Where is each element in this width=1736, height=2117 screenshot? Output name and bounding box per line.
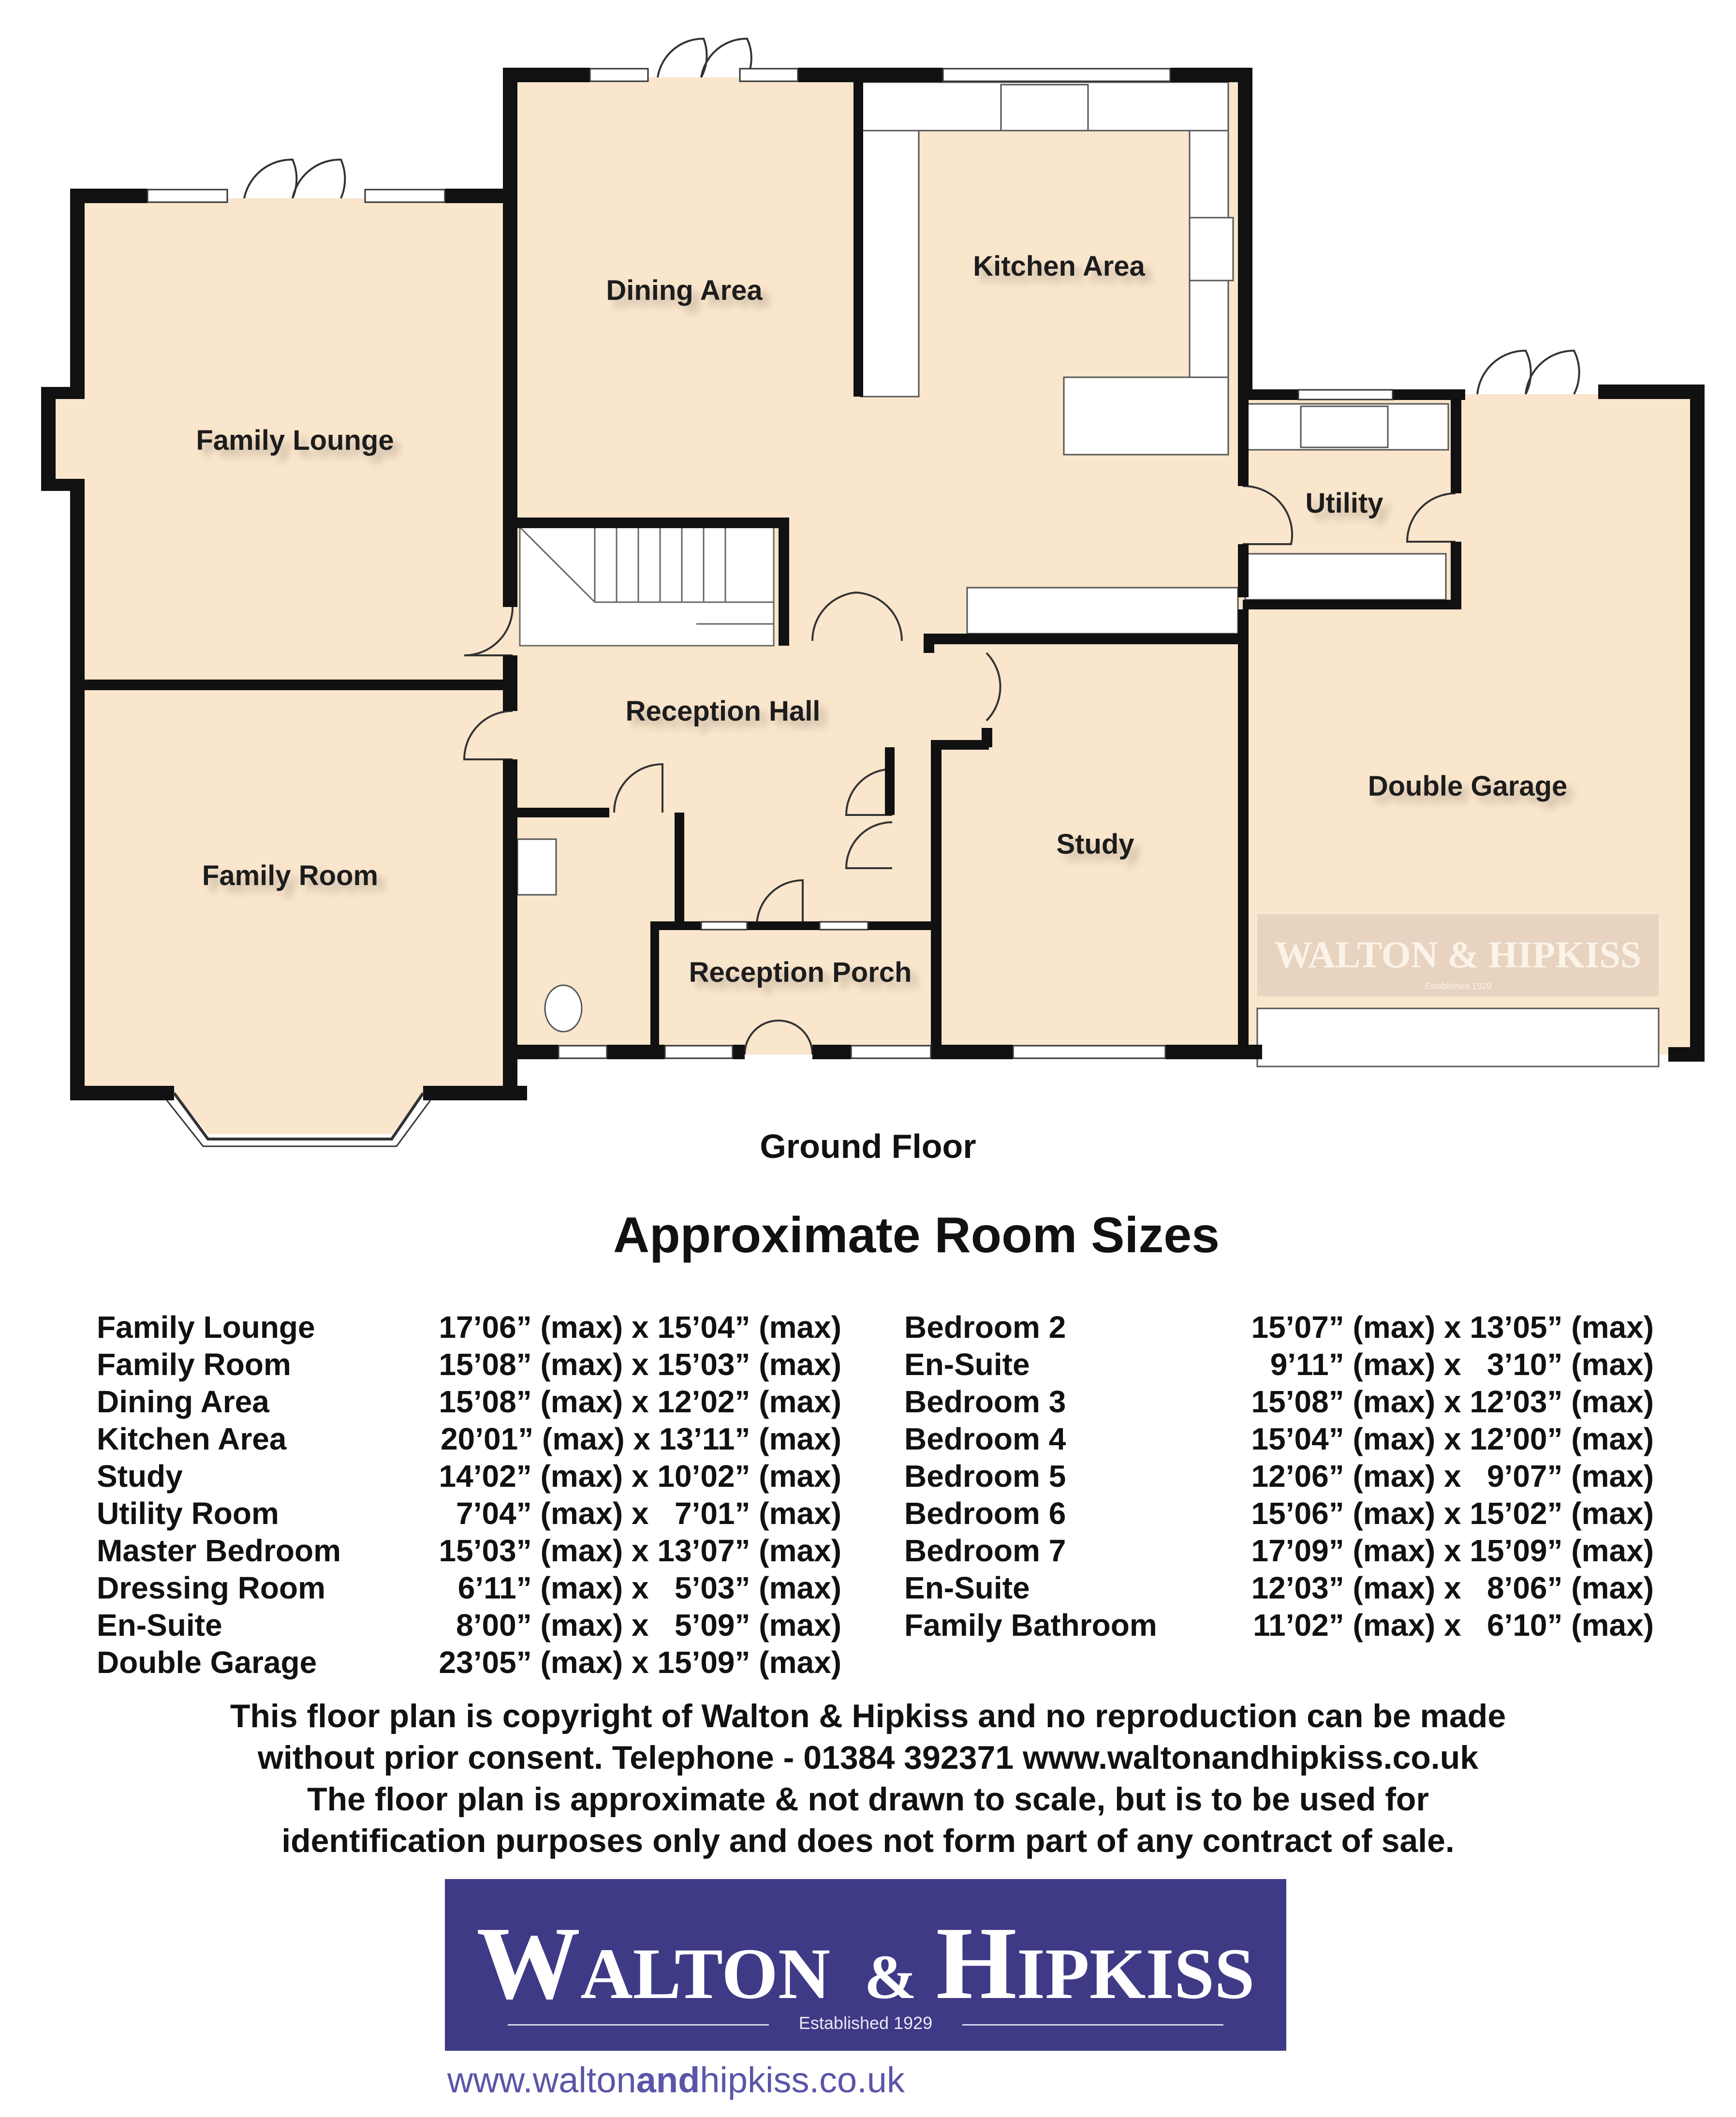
room-sizes-left-column — [97, 1308, 841, 1681]
size-dimensions: 15’06” (max) x 15’02” (max) — [1251, 1495, 1654, 1531]
size-room: Bedroom 4 — [904, 1421, 1066, 1456]
wall-lounge-room-divider — [80, 680, 513, 690]
wall-porch-right — [931, 921, 941, 1057]
wall-front-wc — [607, 1045, 665, 1059]
website-prefix: www.walton — [447, 2060, 636, 2100]
copyright-line: identification purposes only and does not form part of any contract of sale. — [281, 1822, 1455, 1859]
window-dining-left — [590, 69, 648, 81]
watermark-subtitle: Established 1929 — [1424, 981, 1492, 991]
wall-hall-right-stub — [924, 634, 934, 653]
wall-central-top-mid — [798, 68, 943, 82]
room-sizes-title: Approximate Room Sizes — [613, 1207, 1220, 1263]
window-lounge-right — [365, 190, 445, 202]
size-dimensions: 6’11” (max) x 5’03” (max) — [457, 1570, 841, 1605]
window-porch-inner-left — [701, 922, 747, 930]
wall-porch-top-mid — [747, 921, 820, 930]
hob — [1190, 218, 1233, 281]
size-room: Dining Area — [97, 1384, 269, 1419]
size-dimensions: 15’08” (max) x 15’03” (max) — [439, 1347, 841, 1382]
label-dining-area: Dining Area — [606, 275, 763, 306]
size-room: En-Suite — [904, 1570, 1030, 1605]
window-porch-inner-right — [820, 922, 868, 930]
size-room: Study — [97, 1458, 183, 1494]
watermark — [1257, 914, 1659, 996]
size-row — [97, 1383, 841, 1420]
size-room: Kitchen Area — [97, 1421, 287, 1456]
size-dimensions: 15’04” (max) x 12’00” (max) — [1251, 1421, 1654, 1456]
label-family-room: Family Room — [202, 860, 379, 891]
size-dimensions: 17’06” (max) x 15’04” (max) — [439, 1309, 841, 1345]
size-dimensions: 15’08” (max) x 12’03” (max) — [1251, 1384, 1654, 1419]
label-family-lounge: Family Lounge — [196, 425, 394, 456]
size-room: Master Bedroom — [97, 1533, 341, 1568]
size-room: Bedroom 3 — [904, 1384, 1066, 1419]
size-row — [97, 1643, 841, 1681]
window-kitchen — [943, 69, 1170, 81]
size-room: Dressing Room — [97, 1570, 325, 1605]
size-room: Family Room — [97, 1347, 291, 1382]
size-room: Double Garage — [97, 1644, 317, 1680]
brand-ampersand: & — [864, 1942, 917, 2012]
wall-utility-left-lower — [1238, 544, 1249, 597]
size-row — [97, 1606, 841, 1643]
wc-toilet — [545, 985, 582, 1032]
wall-wc-top — [513, 808, 609, 817]
wall-central-left-upper — [503, 68, 517, 607]
window-study — [1013, 1046, 1165, 1058]
size-row — [97, 1532, 841, 1569]
wall-garage-right — [1690, 385, 1705, 1059]
wall-front-porch-mid — [733, 1045, 745, 1059]
floor-caption: Ground Floor — [760, 1127, 976, 1165]
label-kitchen-area: Kitchen Area — [973, 251, 1145, 282]
size-dimensions: 12’06” (max) x 9’07” (max) — [1251, 1458, 1654, 1494]
size-room: Bedroom 2 — [904, 1309, 1066, 1345]
size-row — [97, 1569, 841, 1606]
wall-utility-right — [1451, 389, 1461, 493]
size-row — [97, 1346, 841, 1383]
copyright-line: without prior consent. Telephone - 01384 392371 www.waltonandhipkiss.co.uk — [257, 1739, 1479, 1776]
size-room: En-Suite — [97, 1607, 222, 1643]
label-study: Study — [1056, 829, 1134, 860]
wall-stair-top — [517, 518, 788, 528]
window-wc — [559, 1046, 607, 1058]
size-dimensions: 15’07” (max) x 13’05” (max) — [1251, 1309, 1654, 1345]
wall-utility-left — [1238, 399, 1249, 486]
wall-garage-top-right — [1598, 385, 1705, 399]
brand-h-initial: H — [936, 1905, 1017, 2021]
wall-study-top-left — [933, 740, 989, 750]
kitchen-sink — [1001, 85, 1088, 131]
copyright-line: The floor plan is approximate & not drawn to scale, but is to be used for — [307, 1781, 1429, 1818]
size-row — [97, 1420, 841, 1457]
wall-study-bottom-left — [931, 1045, 1013, 1059]
size-room: En-Suite — [904, 1347, 1030, 1382]
size-dimensions: 14’02” (max) x 10’02” (max) — [439, 1458, 841, 1494]
wall-utility-bottom — [1243, 600, 1460, 609]
wall-lounge-left-lower — [70, 479, 85, 1091]
wc-basin — [517, 839, 556, 895]
wall-cupboard-left — [885, 747, 895, 815]
hall-worktop — [967, 588, 1238, 634]
label-reception-porch: Reception Porch — [689, 957, 912, 988]
wall-wc-right — [675, 813, 684, 926]
size-room: Utility Room — [97, 1495, 279, 1531]
size-row — [97, 1457, 841, 1495]
size-dimensions: 17’09” (max) x 15’09” (max) — [1251, 1533, 1654, 1568]
staircase — [520, 527, 774, 646]
wall-fireplace-left — [41, 387, 56, 491]
brand-h-rest: IPKISS — [1016, 1934, 1255, 2014]
wall-front-left — [513, 1045, 559, 1059]
wall-hall-right-top — [928, 634, 1243, 644]
label-double-garage: Double Garage — [1368, 770, 1568, 802]
wall-porch-top-right — [868, 921, 941, 930]
kitchen-island — [1064, 377, 1228, 455]
brand-w-rest: ALTON — [580, 1934, 831, 2014]
copyright-line: This floor plan is copyright of Walton & Hipkiss and no reproduction can be made — [230, 1698, 1506, 1734]
room-sizes-right-names — [904, 1308, 1157, 1643]
size-dimensions: 23’05” (max) x 15’09” (max) — [439, 1644, 841, 1680]
wall-garage-bottom-right — [1668, 1047, 1705, 1062]
wall-front-porch-right — [812, 1045, 851, 1059]
wall-study-bottom-right — [1165, 1045, 1262, 1059]
garage-door-panel — [1257, 1008, 1659, 1066]
size-dimensions: 15’03” (max) x 13’07” (max) — [439, 1533, 841, 1568]
brand-banner — [445, 1879, 1286, 2051]
wall-porch-left — [650, 921, 659, 1057]
wall-family-room-bottom-right — [423, 1086, 527, 1100]
website-suffix: hipkiss.co.uk — [700, 2060, 905, 2100]
website-link[interactable] — [447, 2059, 905, 2101]
label-utility: Utility — [1305, 488, 1383, 519]
copyright-notice — [0, 1695, 1736, 1862]
label-reception-hall: Reception Hall — [625, 696, 821, 727]
size-room: Family Lounge — [97, 1309, 315, 1345]
size-dimensions: 9’11” (max) x 3’10” (max) — [1270, 1347, 1654, 1382]
window-utility — [1298, 390, 1393, 400]
size-room: Bedroom 5 — [904, 1458, 1066, 1494]
room-sizes-right-dimensions — [1219, 1308, 1654, 1643]
watermark-brand: WALTON & HIPKISS — [1274, 933, 1642, 976]
size-room: Bedroom 7 — [904, 1533, 1066, 1568]
utility-lower-unit — [1245, 554, 1446, 600]
brand-established: Established 1929 — [798, 2013, 933, 2033]
wall-stair-right — [779, 518, 789, 646]
wall-utility-top — [1243, 389, 1298, 400]
wall-family-room-bottom-left — [70, 1086, 174, 1100]
size-dimensions: 15’08” (max) x 12’02” (max) — [439, 1384, 841, 1419]
size-row — [97, 1308, 841, 1346]
size-dimensions: 12’03” (max) x 8’06” (max) — [1251, 1570, 1654, 1605]
size-dimensions: 20’01” (max) x 13’11” (max) — [441, 1421, 841, 1456]
size-room: Family Bathroom — [904, 1607, 1157, 1643]
website-bold: and — [636, 2060, 700, 2100]
wall-porch-top-left — [653, 921, 701, 930]
wall-central-left-mid — [503, 655, 517, 711]
size-room: Bedroom 6 — [904, 1495, 1066, 1531]
window-porch-left — [665, 1046, 733, 1058]
brand-w-initial: W — [476, 1905, 581, 2021]
brand-logo-text — [445, 1903, 1286, 2023]
wall-lounge-left-upper — [70, 189, 85, 387]
wall-kitchen-right — [1238, 68, 1252, 399]
window-dining-right — [740, 69, 798, 81]
size-dimensions: 11’02” (max) x 6’10” (max) — [1253, 1607, 1654, 1643]
size-row — [97, 1495, 841, 1532]
size-dimensions: 8’00” (max) x 5’09” (max) — [456, 1607, 841, 1643]
window-porch-right — [851, 1046, 931, 1058]
wall-dining-kitchen-divider — [853, 82, 863, 397]
stairs-outline — [520, 527, 774, 646]
utility-sink — [1301, 406, 1388, 447]
wall-utility-right-lower — [1451, 542, 1461, 609]
window-lounge-left — [147, 190, 227, 202]
wall-garage-left — [1238, 609, 1249, 1059]
size-dimensions: 7’04” (max) x 7’01” (max) — [456, 1495, 841, 1531]
reception-porch-floor — [655, 926, 938, 1054]
